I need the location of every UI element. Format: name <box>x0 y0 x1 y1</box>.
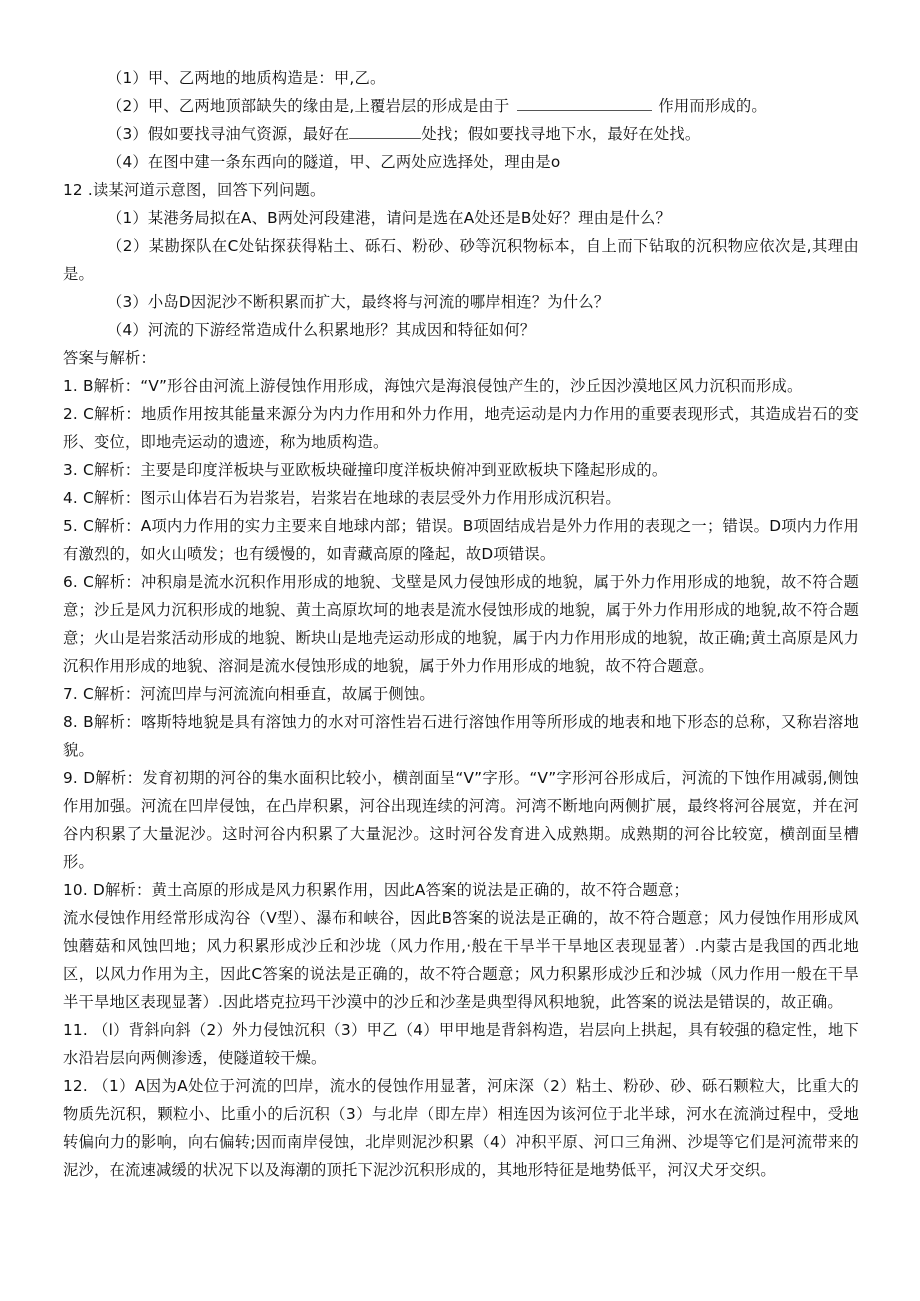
answer-item: 10. D解析：黄土高原的形成是风力积累作用，因此A答案的说法是正确的，故不符合题意； <box>63 881 690 899</box>
q12-part-1: （1）某港务局拟在A、B两处河段建港，请问是选在A处还是B处好？理由是什么？ <box>107 209 672 227</box>
q11-part-2-text-end: 作用而形成的。 <box>658 97 767 115</box>
answer-item: 6. C解析：冲积扇是流水沉积作用形成的地貌、戈壁是风力侵蚀形成的地貌，属于外力作用形成的地貌，故不符合题意；沙丘是风力沉积形成的地貌、黄土高原坎坷的地表是流水侵蚀形成的地貌，属于外力作用形成的地貌,故不符合题意；火山是岩浆活动形成的地貌、断块山是地壳运动形成的地貌，属于内力作用形成的地貌，故正确;黄土高原是风力沉积作用形成的地貌、溶洞是流水侵蚀形成的地貌，属于外力作用形成的地貌，故不符合题意。 <box>63 573 859 675</box>
q11-part-2 <box>63 92 859 120</box>
q11-part-3-text: （3）假如要找寻油气资源，最好在 <box>107 125 350 143</box>
q11-part-2-text: （2）甲、乙两地顶部缺失的缘由是,上覆岩层的形成是由于 <box>107 97 510 115</box>
q11-part-3-text-end: 处找；假如要找寻地下水，最好在处找。 <box>421 125 701 143</box>
q11-part-4: （4）在图中建一条东西向的隧道，甲、乙两处应选择处，理由是o <box>107 153 561 171</box>
q12-title: 12 .读某河道示意图，回答下列问题。 <box>63 181 326 199</box>
answer-item: 8. B解析：喀斯特地貌是具有溶蚀力的水对可溶性岩石进行溶蚀作用等所形成的地表和地下形态的总称，又称岩溶地貌。 <box>63 713 859 759</box>
answer-item: 4. C解析：图示山体岩石为岩浆岩，岩浆岩在地球的表层受外力作用形成沉积岩。 <box>63 489 621 507</box>
q12-part-4: （4）河流的下游经常造成什么积累地形？其成因和特征如何？ <box>107 321 536 339</box>
answer-item: 2. C解析：地质作用按其能量来源分为内力作用和外力作用，地壳运动是内力作用的重要表现形式，其造成岩石的变形、变位，即地壳运动的遗迹，称为地质构造。 <box>63 405 859 451</box>
answer-item: 11. （l）背斜向斜（2）外力侵蚀沉积（3）甲乙（4）甲甲地是背斜构造，岩层向上拱起，具有较强的稳定性，地下水沿岩层向两侧渗透，使隧道较干燥。 <box>63 1021 859 1067</box>
answer-item: 1. B解析：“V”形谷由河流上游侵蚀作用形成，海蚀穴是海浪侵蚀产生的，沙丘因沙漠地区风力沉积而形成。 <box>63 377 803 395</box>
q12-part-3: （3）小岛D因泥沙不断积累而扩大，最终将与河流的哪岸相连？为什么？ <box>107 293 610 311</box>
answer-item: 7. C解析：河流凹岸与河流流向相垂直，故属于侧蚀。 <box>63 685 435 703</box>
answer-item: 3. C解析：主要是印度洋板块与亚欧板块碰撞印度洋板块俯冲到亚欧板块下隆起形成的。 <box>63 461 668 479</box>
answer-blank <box>349 122 421 139</box>
q11-part-1: （1）甲、乙两地的地质构造是：甲,乙。 <box>107 69 386 87</box>
q11-part-3 <box>63 120 859 148</box>
document-page <box>63 64 859 1184</box>
answer-item: 流水侵蚀作用经常形成沟谷（V型）、瀑布和峡谷，因此B答案的说法是正确的，故不符合题意；风力侵蚀作用形成风蚀蘑菇和风蚀凹地；风力积累形成沙丘和沙垅（风力作用,·般在干旱半干旱地区表现显著）.内蒙古是我国的西北地区，以风力作用为主，因此C答案的说法是正确的，故不符合题意；风力积累形成沙丘和沙城（风力作用一般在干旱半干旱地区表现显著）.因此塔克拉玛干沙漠中的沙丘和沙垄是典型得风积地貌，此答案的说法是错误的，故正确。 <box>63 909 859 1011</box>
q12-part-2: （2）某勘探队在C处钻探获得粘土、砾石、粉砂、砂等沉积物标本，自上而下钻取的沉积物应依次是,其理由是。 <box>63 237 859 283</box>
answer-item: 5. C解析：A项内力作用的实力主要来自地球内部；错误。B项固结成岩是外力作用的表现之一；错误。D项内力作用有激烈的，如火山喷发；也有缓慢的，如青藏高原的隆起，故D项错误。 <box>63 517 859 563</box>
answer-item: 9. D解析：发育初期的河谷的集水面积比较小，横剖面呈“V”字形。“V”字形河谷形成后，河流的下蚀作用减弱,侧蚀作用加强。河流在凹岸侵蚀，在凸岸积累，河谷出现连续的河湾。河湾不断地向两侧扩展，最终将河谷展宽，并在河谷内积累了大量泥沙。这时河谷内积累了大量泥沙。这时河谷发育进入成熟期。成熟期的河谷比较宽，横剖面呈槽形。 <box>63 769 859 871</box>
answers-heading: 答案与解析： <box>63 349 156 367</box>
answer-item: 12. （1）A因为A处位于河流的凹岸，流水的侵蚀作用显著，河床深（2）粘土、粉砂、砂、砾石颗粒大，比重大的物质先沉积，颗粒小、比重小的后沉积（3）与北岸（即左岸）相连因为该河位于北半球，河水在流淌过程中，受地转偏向力的影响，向右偏转;因而南岸侵蚀，北岸则泥沙积累（4）冲积平原、河口三角洲、沙堤等它们是河流带来的泥沙，在流速减缓的状况下以及海潮的顶托下泥沙沉积形成的，其地形特征是地势低平，河汉犬牙交织。 <box>63 1077 859 1179</box>
answer-blank <box>517 94 652 111</box>
